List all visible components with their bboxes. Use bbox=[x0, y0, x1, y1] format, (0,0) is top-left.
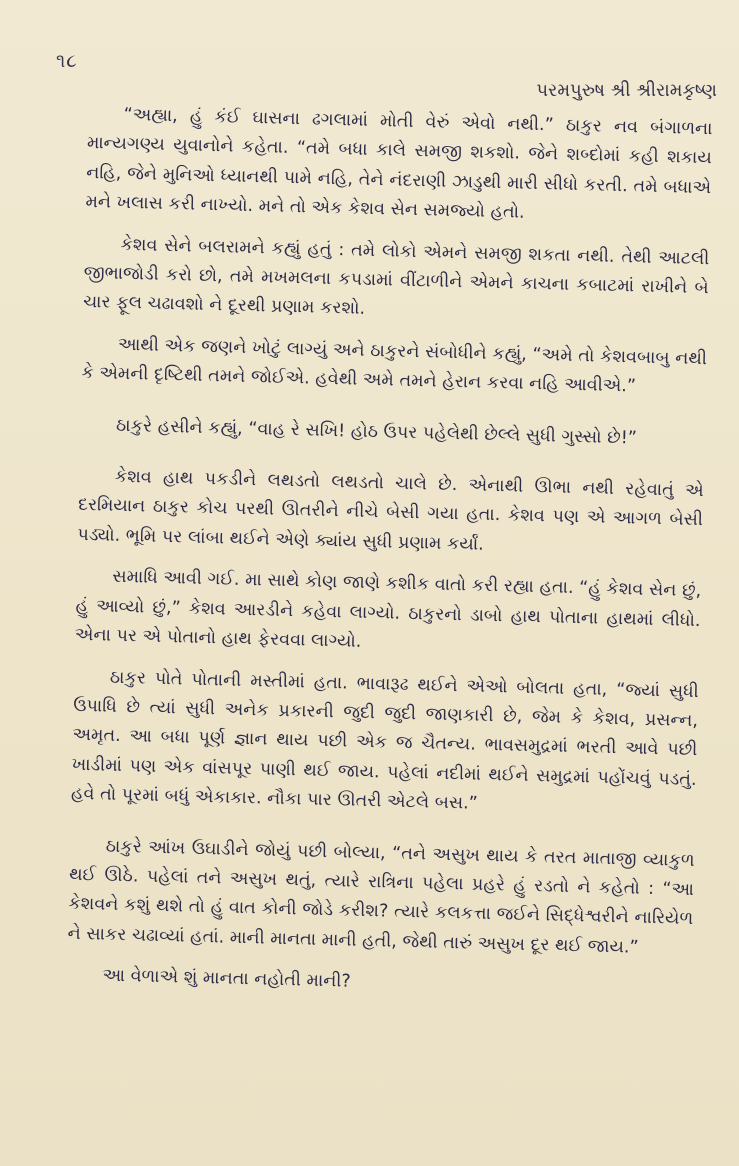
page-number: ૧૮ bbox=[56, 50, 78, 72]
paragraph-9: આ વેળાએ શું માનતા નહોતી માની? bbox=[102, 965, 351, 992]
paragraph-2: કેશવ સેને બલરામને કહ્યું હતું : તમે લોકો એમને સમજી શકતા નથી. તેથી આટલી જીભાજોડી કરો છો, તમે મખમલના કપડામાં વીંટાળીને એમને કાચના કબાટમાં રાખીને બે ચાર ફૂલ ચઢાવશો ને દૂરથી પ્રણામ કરશો. bbox=[82, 234, 710, 320]
body-text bbox=[66, 100, 713, 1018]
paragraph-3: આથી એક જણને ખોટું લાગ્યું અને ઠાકુરને સંબોધીને કહ્યું, “અમે તો કેશવબાબુ નથી કે એમની દૃષ્ટિથી તમને જોઈએ. હવેથી અમે તમને હેરાન કરવા નહિ આવીએ.” bbox=[81, 334, 708, 397]
paragraph-7: ઠાકુર પોતે પોતાની મસ્તીમાં હતા. ભાવારૂઢ થઈને એઓ બોલતા હતા, “જ્યાં સુધી ઉપાધિ છે ત્યાં સુધી અનેક પ્રકારની જુદી જુદી જાણકારી છે, જેમ કે કેશવ, પ્રસન્ન, અમૃત. આ બધા પૂર્ણ જ્ઞાન થાય પછી એક જ ચૈતન્ય. ભાવસમુદ્રમાં ભરતી આવે પછી ખાડીમાં પણ એક વાંસપૂર પાણી થઈ જાય. પહેલાં નદીમાં થઈને સમુદ્રમાં પહોંચવું પડતું. હવે તો પૂરમાં બધું એકાકાર. નૌકા પાર ઊતરી એટલે બસ.” bbox=[70, 667, 699, 814]
paragraph-6: સમાધિ આવી ગઈ. મા સાથે કોણ જાણે કશીક વાતો કરી રહ્યા હતા. “હું કેશવ સેન છું, હું આવ્યો છું,” કેશવ આરડીને કહેવા લાગ્યો. ઠાકુરનો ડાબો હાથ પોતાના હાથમાં લીધો. એના પર એ પોતાનો હાથ ફેરવવા લાગ્યો. bbox=[74, 567, 702, 652]
paragraph-4: ઠાકુરે હસીને કહ્યું, “વાહ રે સખિ! હોઠ ઉપર પહેલેથી છેલ્લે સુધી ગુસ્સો છે!” bbox=[115, 415, 638, 449]
paragraph-5: કેશવ હાથ પકડીને લથડતો લથડતો ચાલે છે. એનાથી ઊભા નથી રહેવાતું એ દરમિયાન ઠાકુર કોચ પરથી ઊતરીને નીચે બેસી ગયા હતા. કેશવ પણ એ આગળ બેસી પડ્યો. ભૂમિ પર લાંબા થઈને એણે ક્યાંય સુધી પ્રણામ કર્યાં. bbox=[77, 466, 704, 555]
running-header: પરમપુરુષ શ્રી શ્રીરામકૃષ્ણ bbox=[536, 80, 717, 101]
paragraph-8: ઠાકુરે આંખ ઉઘાડીને જોયું પછી બોલ્યા, “તને અસુખ થાય કે તરત માતાજી વ્યાકુળ થઈ ઊઠે. પહેલાં તને અસુખ થતું, ત્યારે રાત્રિના પહેલા પ્રહરે હું રડતો ને કહેતો : “આ કેશવને કશું થશે તો હું વાત કોની જોડે કરીશ? ત્યારે કલકત્તા જઈને સિદ્ધેશ્વરીને નારિયેળ ને સાકર ચઢાવ્યાં હતાં. માની માનતા માની હતી, જેથી તારું અસુખ દૂર થઈ જાય.” bbox=[67, 836, 695, 958]
paragraph-1: “અહ્યા, હું કંઈ ઘાસના ઢગલામાં મોતી વેરું એવો નથી.” ઠાકુર નવ બંગાળના માન્યગણ્ય યુવાનોને કહેતા. “તમે બધા કાલે સમજી શકશો. જેને શબ્દોમાં કહી શકાય નહિ, જેને મુનિઓ ધ્યાનથી પામે નહિ, તેને નંદરાણી ઝાડુથી મારી સીધો કરતી. તમે બધાએ મને ખલાસ કરી નાખ્યો. મને તો એક કેશવ સેન સમજ્યો હતો. bbox=[85, 104, 713, 223]
